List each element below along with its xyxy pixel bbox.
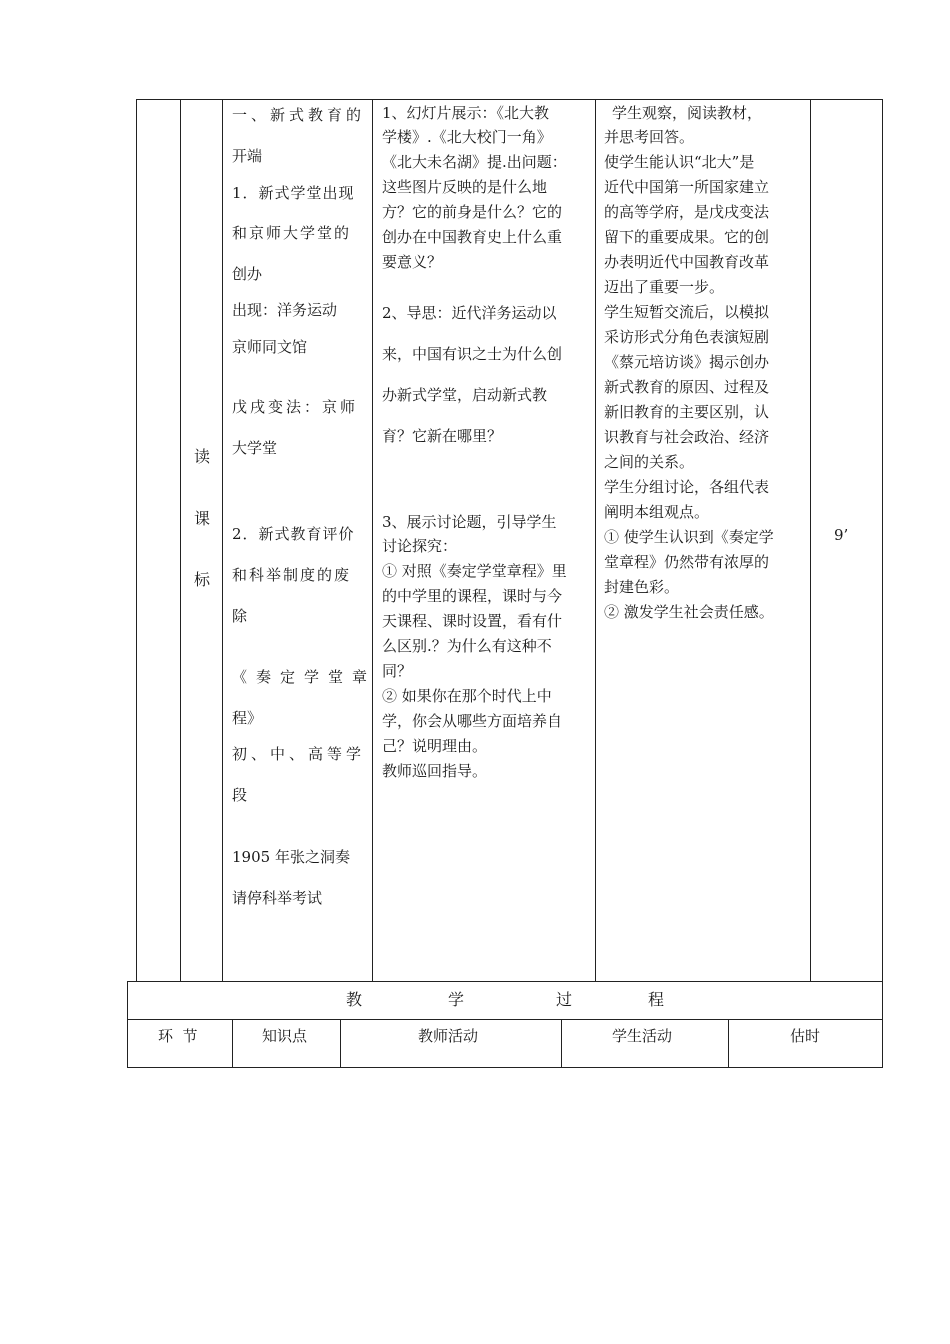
process-title-char: 学 xyxy=(448,990,465,1009)
student-line: 堂章程》仍然带有浓厚的 xyxy=(604,553,770,571)
knowledge-line: 创办 xyxy=(232,265,263,283)
student-line: 学生分组讨论，各组代表 xyxy=(604,478,770,496)
teacher-line: 这些图片反映的是什么地 xyxy=(382,178,548,196)
knowledge-line: 段 xyxy=(232,786,248,804)
student-line: 使学生能认识“北大”是 xyxy=(604,153,755,171)
student-line: 新式教育的原因、过程及 xyxy=(604,378,770,396)
col-divider xyxy=(127,981,128,1068)
student-line: 识教育与社会政治、经济 xyxy=(604,428,770,446)
student-line: 新旧教育的主要区别，认 xyxy=(604,403,770,421)
student-line: 留下的重要成果。它的创 xyxy=(604,228,770,246)
knowledge-line: 和科举制度的废 xyxy=(232,566,352,584)
header-row-top xyxy=(127,1019,883,1020)
knowledge-line: 开端 xyxy=(232,147,263,165)
knowledge-line: 1905 年张之洞奏 xyxy=(232,848,350,866)
col-divider xyxy=(180,99,181,981)
teacher-line: 教师巡回指导。 xyxy=(382,762,488,780)
col-divider xyxy=(340,1019,341,1067)
student-line: 的高等学府，是戊戌变法 xyxy=(604,203,770,221)
col-divider xyxy=(882,99,883,1067)
col-divider xyxy=(136,99,137,981)
teacher-line: 3、展示讨论题，引导学生 xyxy=(382,513,557,531)
header-teacher: 教师活动 xyxy=(418,1027,479,1045)
student-line: 近代中国第一所国家建立 xyxy=(604,178,770,196)
knowledge-line: 出现：洋务运动 xyxy=(232,301,338,319)
col-divider xyxy=(728,1019,729,1067)
teacher-line: 育？它新在哪里？ xyxy=(382,427,503,445)
teacher-line: 要意义？ xyxy=(382,253,443,271)
student-line: ① 使学生认识到《奏定学 xyxy=(604,528,774,546)
time-estimate: 9’ xyxy=(834,526,849,544)
teacher-line: 2、导思：近代洋务运动以 xyxy=(382,304,557,322)
teacher-line: 同？ xyxy=(382,662,413,680)
knowledge-line: 请停科举考试 xyxy=(232,889,323,907)
student-line: 采访形式分角色表演短剧 xyxy=(604,328,770,346)
teacher-line: 《北大未名湖》提.出问题： xyxy=(382,153,567,171)
teacher-line: 学楼》.《北大校门一角》 xyxy=(382,128,552,146)
teacher-line: ② 如果你在那个时代上中 xyxy=(382,687,552,705)
student-line: 迈出了重要一步。 xyxy=(604,278,725,296)
section-label-char: 课 xyxy=(193,509,210,528)
knowledge-line: 一、新式教育的 xyxy=(232,106,366,124)
teacher-line: 己？说明理由。 xyxy=(382,737,488,755)
col-divider xyxy=(810,99,811,981)
knowledge-line: 初、中、高等学 xyxy=(232,745,366,763)
table-top-border xyxy=(136,99,883,100)
knowledge-line: 和京师大学堂的 xyxy=(232,224,352,242)
col-divider xyxy=(222,99,223,981)
knowledge-line: 《奏定学堂章 xyxy=(232,668,377,686)
knowledge-line: 2．新式教育评价 xyxy=(232,525,355,543)
header-time: 估时 xyxy=(790,1027,821,1045)
knowledge-line: 大学堂 xyxy=(232,439,278,457)
header-knowledge: 知识点 xyxy=(262,1027,308,1045)
teacher-line: 天课程、课时设置，看有什 xyxy=(382,612,563,630)
teacher-line: 来，中国有识之士为什么创 xyxy=(382,345,563,363)
student-line: 学生短暂交流后，以模拟 xyxy=(604,303,770,321)
header-student: 学生活动 xyxy=(612,1027,673,1045)
process-title-char: 教 xyxy=(346,990,363,1009)
section-label-char: 读 xyxy=(193,447,210,466)
teacher-line: ① 对照《奏定学堂章程》里 xyxy=(382,562,567,580)
knowledge-line: 程》 xyxy=(232,709,263,727)
teacher-line: 么区别.？为什么有这种不 xyxy=(382,637,552,655)
teacher-line: 讨论探究： xyxy=(382,537,458,555)
knowledge-line: 1．新式学堂出现 xyxy=(232,184,355,202)
col-divider xyxy=(372,99,373,981)
student-line: 阐明本组观点。 xyxy=(604,503,710,521)
header-section: 环 节 xyxy=(158,1027,198,1045)
knowledge-line: 除 xyxy=(232,607,248,625)
teacher-line: 方？它的前身是什么？它的 xyxy=(382,203,563,221)
student-line: 封建色彩。 xyxy=(604,578,680,596)
knowledge-line: 戊戌变法：京师 xyxy=(232,398,359,416)
section-label-char: 标 xyxy=(193,570,210,589)
student-line: 学生观察，阅读教材， xyxy=(612,104,763,122)
teacher-line: 1、幻灯片展示：《北大教 xyxy=(382,104,550,122)
process-row-top xyxy=(127,981,883,982)
student-line: 《蔡元培访谈》揭示创办 xyxy=(604,353,770,371)
col-divider xyxy=(595,99,596,981)
table-bottom-border xyxy=(127,1067,883,1068)
teacher-line: 的中学里的课程，课时与今 xyxy=(382,587,563,605)
student-line: ② 激发学生社会责任感。 xyxy=(604,603,774,621)
process-title-char: 过 xyxy=(556,990,573,1009)
col-divider xyxy=(232,1019,233,1067)
process-title-char: 程 xyxy=(648,990,665,1009)
teacher-line: 创办在中国教育史上什么重 xyxy=(382,228,563,246)
knowledge-line: 京师同文馆 xyxy=(232,338,308,356)
student-line: 并思考回答。 xyxy=(604,128,695,146)
col-divider xyxy=(561,1019,562,1067)
teacher-line: 办新式学堂，启动新式教 xyxy=(382,386,548,404)
teacher-line: 学，你会从哪些方面培养自 xyxy=(382,712,563,730)
student-line: 办表明近代中国教育改革 xyxy=(604,253,770,271)
student-line: 之间的关系。 xyxy=(604,453,695,471)
